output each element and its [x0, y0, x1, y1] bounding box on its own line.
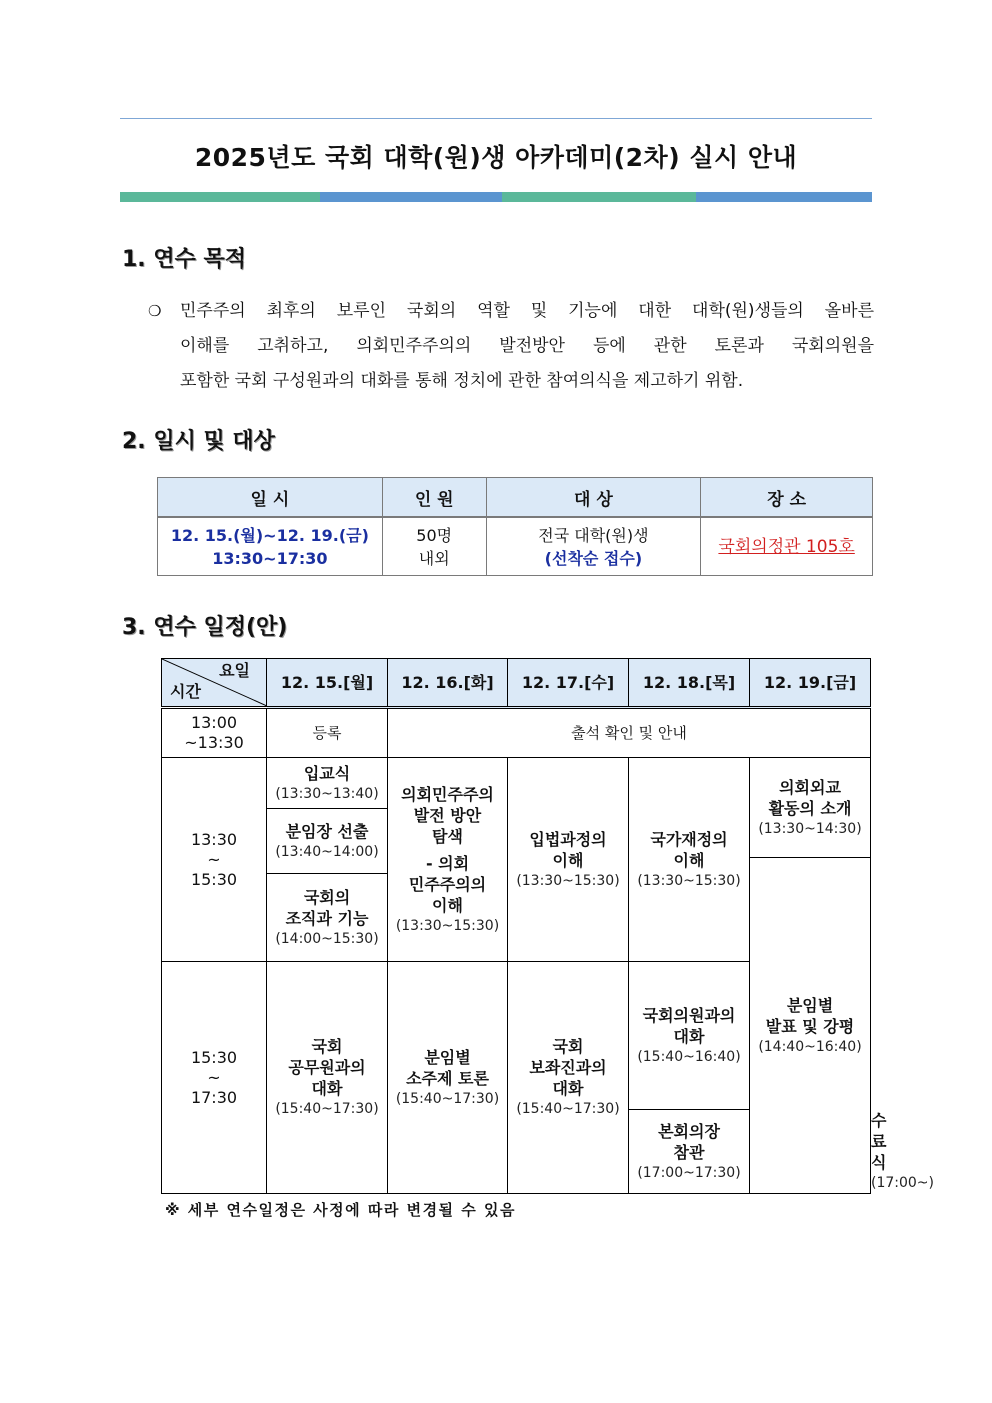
- session-title: 대화: [673, 1026, 705, 1046]
- day-header: 12. 19.[금]: [750, 659, 871, 708]
- header-date: 일 시: [158, 478, 383, 518]
- session-title: 탐색: [432, 826, 463, 846]
- time-slot-2: [162, 758, 267, 962]
- session-title: 이해: [673, 850, 705, 870]
- session-time: (13:30~15:30): [637, 872, 741, 889]
- session-title: 입법과정의: [529, 829, 607, 849]
- session-title: 국회의: [303, 887, 351, 907]
- session-time: (15:40~17:30): [395, 1090, 500, 1107]
- schedule-note: ※ 세부 연수일정은 사정에 따라 변경될 수 있음: [165, 1201, 516, 1219]
- target-cell: [486, 517, 701, 576]
- session-subtitle: - 의회: [425, 853, 470, 873]
- session-opening: [267, 758, 388, 809]
- target-note: (선착순 접수): [544, 548, 643, 568]
- session-title: 국회의원과의: [642, 1005, 736, 1025]
- session-title: 소주제 토론: [406, 1068, 489, 1088]
- session-title: 대화: [552, 1079, 584, 1098]
- place-name: 국회의정관 105호: [718, 536, 855, 557]
- section-heading-schedule-target: 2. 일시 및 대상: [122, 429, 275, 454]
- circle-bullet-icon: ❍: [148, 302, 162, 320]
- session-time: (13:30~15:30): [395, 917, 500, 934]
- session-title: 본회의장: [658, 1121, 720, 1141]
- session-title: 분임별: [424, 1047, 471, 1067]
- time-end: 15:30: [190, 869, 238, 889]
- date-cell: [158, 517, 383, 576]
- session-title: 보좌진과의: [529, 1058, 607, 1077]
- purpose-line: 민주주의 최후의 보루인 국회의 역할 및 기능에 대한 대학(원)생들의 올바른: [180, 301, 874, 321]
- session-title: 발전 방안: [413, 805, 482, 825]
- page-title: 2025년도 국회 대학(원)생 아카데미(2차) 실시 안내: [194, 143, 798, 172]
- registration-cell: 등록: [267, 708, 388, 758]
- time-sep: ~: [207, 1067, 221, 1087]
- target-audience: 전국 대학(원)생: [538, 525, 649, 545]
- title-underline-bar: [120, 192, 872, 202]
- session-time: (13:40~14:00): [275, 843, 379, 860]
- session-title: 입교식: [303, 763, 351, 783]
- session-title: 공무원과의: [288, 1058, 366, 1077]
- session-subtitle: 이해: [432, 895, 463, 915]
- corner-day-label: 요일: [219, 661, 250, 680]
- date-range: 12. 15.(월)~12. 19.(금): [170, 525, 369, 545]
- time-sep: ~: [207, 849, 221, 869]
- session-time: (15:40~16:40): [637, 1048, 741, 1065]
- time-start: 15:30: [190, 1047, 238, 1067]
- session-time: (13:30~14:30): [758, 820, 862, 837]
- time-start: 13:30: [190, 829, 238, 849]
- session-legislation: [508, 758, 629, 962]
- bar-blue-mid: [320, 192, 502, 202]
- day-header: 12. 15.[월]: [267, 659, 388, 708]
- session-title: 조직과 기능: [285, 908, 369, 928]
- session-group-discussion: [388, 962, 508, 1194]
- header-place: 장 소: [701, 478, 873, 518]
- session-time: (15:40~17:30): [516, 1101, 620, 1117]
- session-democracy: [388, 758, 508, 962]
- section-heading-program: 3. 연수 일정(안): [122, 615, 288, 640]
- corner-cell: [162, 659, 267, 708]
- session-leader-election: [267, 809, 388, 874]
- bar-green-mid: [502, 192, 696, 202]
- info-table: [157, 477, 873, 576]
- header-people: 인 원: [382, 478, 486, 518]
- time-end: 17:30: [190, 1087, 238, 1107]
- time-start: 13:00: [190, 713, 238, 732]
- time-slot-3: [162, 962, 267, 1194]
- attendance-cell: 출석 확인 및 안내: [388, 708, 871, 758]
- session-time: (13:30~15:30): [516, 872, 620, 889]
- session-title: 이해: [552, 850, 584, 870]
- people-count: 50명: [416, 525, 453, 545]
- session-diplomacy: [750, 758, 871, 858]
- session-title: 발표 및 강평: [765, 1016, 855, 1036]
- time-slot-1: [162, 708, 267, 758]
- purpose-line: 포함한 국회 구성원과의 대화를 통해 정치에 관한 참여의식을 제고하기 위함.: [180, 371, 744, 391]
- session-organization: [267, 874, 388, 962]
- bar-green-left: [120, 192, 320, 202]
- session-title: 국회: [311, 1037, 343, 1056]
- session-time: (13:30~13:40): [275, 785, 379, 802]
- people-cell: [382, 517, 486, 576]
- session-time: (15:40~17:30): [275, 1101, 379, 1117]
- day-header: 12. 16.[화]: [388, 659, 508, 708]
- corner-time-label: 시간: [170, 682, 201, 701]
- schedule-table: 요일 시간 12. 15.[월] 12. 16.[화] 12. 17.[수] 12. 18.[목] 12. 19.[금] 13:00 ~13:30 등록 출석 확인 및 안내 13:30 ~ 15:30 입교식 (13:30~13:40) 의회민주주의 발전 방안 탐색 - 의회 민주주의의 이해 (13:30~15:30) 입법과정의 이해 (13:30~15:30) 국가재정의 이해 (13:30~15:30) 의회외교 활동의 소개 (13:30~14:30) 분임장 선출 (13:40~14:00) 분임별 발표 및 강평 (14:40~16:40) 국회의 조직과 기능 (14:00~15:30) 15:30 ~ 17:30 국회 공무원과의 대화 (15:40~17:30) 분임별 소주제 토론 (15:40~17:30) 국회 보좌진과의 대화 (15:40~17:30) 국회의원과의 대화 (15:40~16:40) 본회의장 참관 (17:00~17:30) 수료식 (17:00~): [161, 658, 871, 1194]
- purpose-line: 이해를 고취하고, 의회민주주의의 발전방안 등에 관한 토론과 국회의원을: [180, 336, 874, 356]
- session-title: 활동의 소개: [768, 798, 852, 818]
- session-subtitle: 민주주의의: [408, 874, 487, 894]
- header-target: 대 상: [486, 478, 701, 518]
- session-time: (17:00~17:30): [637, 1164, 741, 1181]
- session-group-presentation: [750, 858, 871, 1194]
- session-aides-dialogue: [508, 962, 629, 1194]
- session-finance: [629, 758, 750, 962]
- session-title: 국회: [552, 1037, 584, 1056]
- session-plenary-visit: [629, 1110, 750, 1194]
- session-lawmaker-dialogue: [629, 962, 750, 1110]
- top-rule: [120, 118, 872, 119]
- day-header: 12. 18.[목]: [629, 659, 750, 708]
- session-title: 국가재정의: [650, 829, 728, 849]
- time-end: ~13:30: [184, 733, 244, 752]
- bar-blue-right: [696, 192, 872, 202]
- session-title: 의회민주주의: [401, 784, 494, 804]
- day-header: 12. 17.[수]: [508, 659, 629, 708]
- time-range: 13:30~17:30: [212, 548, 328, 568]
- session-time: (14:00~15:30): [275, 930, 379, 947]
- place-cell: [701, 517, 873, 576]
- session-title: 대화: [311, 1079, 343, 1098]
- session-title: 분임별: [786, 995, 834, 1015]
- session-title: 의회외교: [779, 777, 841, 797]
- people-approx: 내외: [418, 548, 450, 568]
- session-title: 분임장 선출: [285, 821, 369, 841]
- section-heading-purpose: 1. 연수 목적: [122, 247, 246, 272]
- session-staff-dialogue: [267, 962, 388, 1194]
- purpose-paragraph: [148, 294, 874, 399]
- session-title: 참관: [673, 1142, 705, 1162]
- session-time: (14:40~16:40): [758, 1038, 862, 1055]
